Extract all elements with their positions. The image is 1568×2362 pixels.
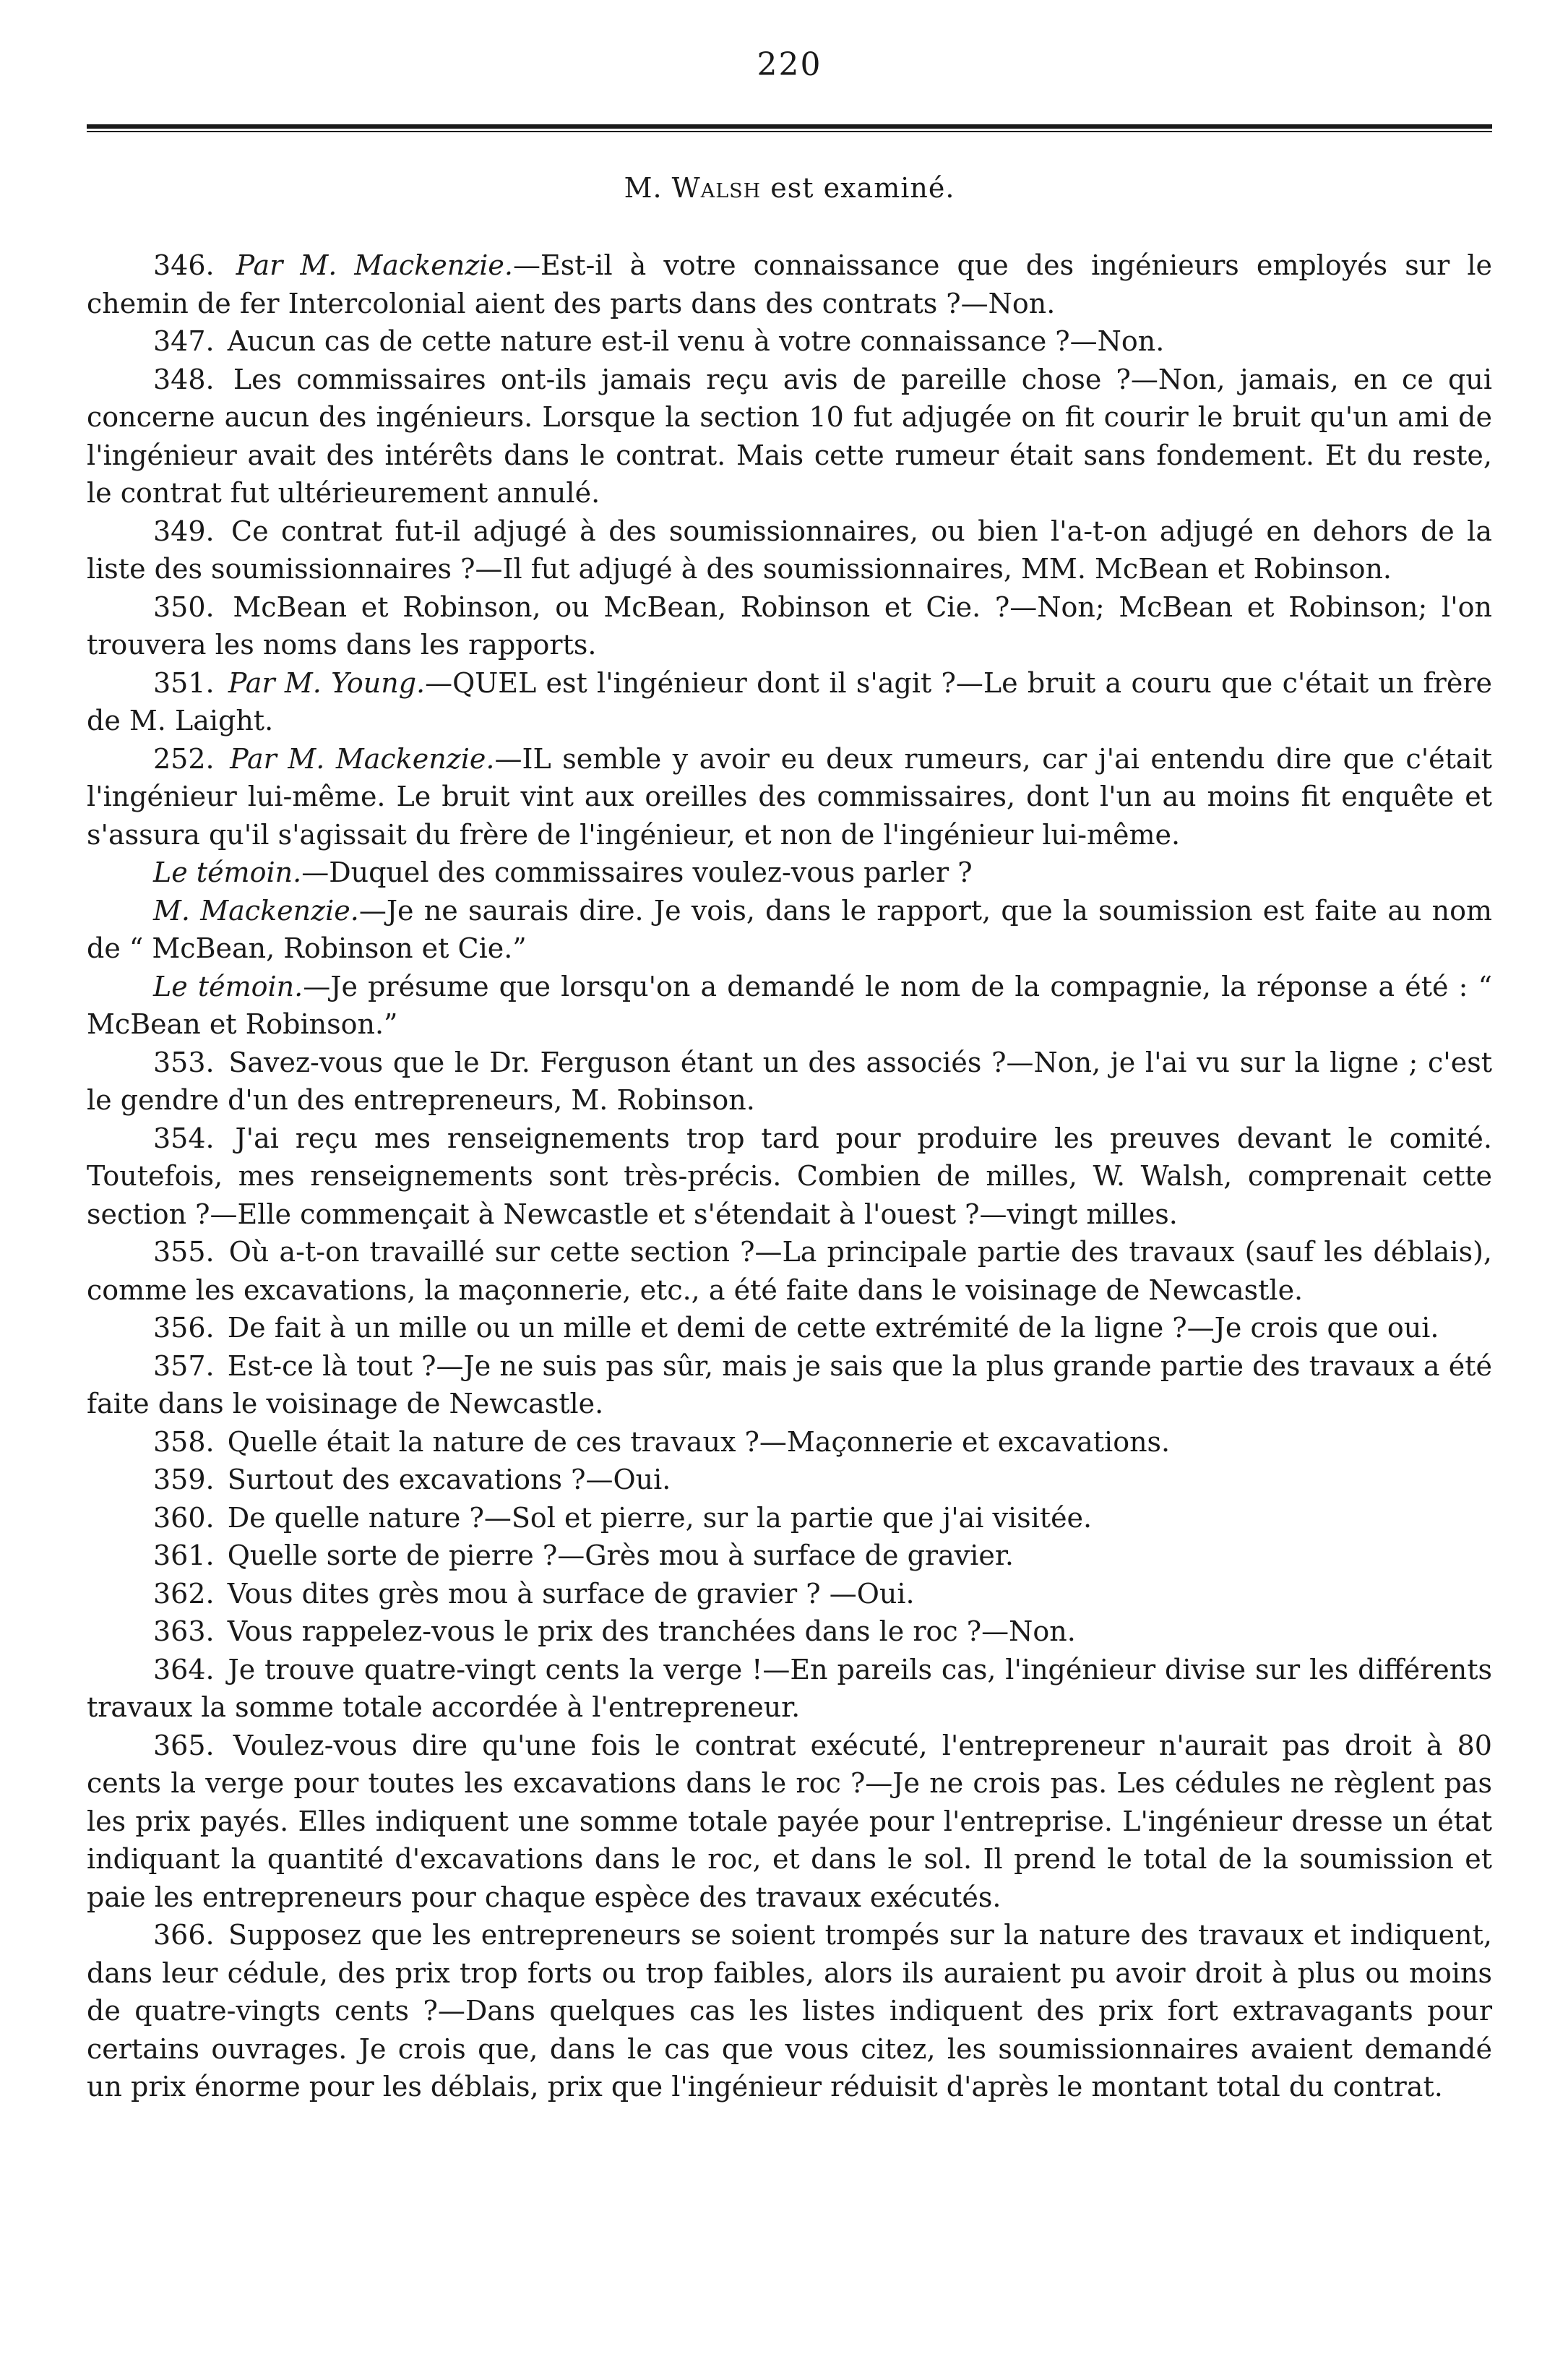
question-number: 349.	[153, 515, 215, 547]
question-paragraph	[87, 1423, 1492, 1461]
question-number: 366.	[153, 1919, 215, 1951]
question-number: 364.	[153, 1653, 215, 1685]
paragraph-text: —Duquel des commissaires voulez-vous parler ?	[301, 856, 973, 888]
question-paragraph	[87, 1347, 1492, 1423]
question-paragraph	[87, 892, 1492, 968]
section-title	[87, 170, 1492, 206]
question-paragraph	[87, 1916, 1492, 2106]
paragraph-text: Vous dites grès mou à surface de gravier ? —Oui.	[227, 1577, 915, 1610]
question-number: 358.	[153, 1425, 215, 1458]
paragraph-text: Ce contrat fut-il adjugé à des soumissionnaires, ou bien l'a-t-on adjugé en dehors de la liste des soumissionnaires ?—Il fut adjugé à des soumissionnaires, MM. McBean et Robinson.	[87, 515, 1492, 585]
question-paragraph	[87, 588, 1492, 664]
question-paragraph	[87, 1044, 1492, 1120]
paragraph-text: Je trouve quatre-vingt cents la verge !—En pareils cas, l'ingénieur divise sur les différents travaux la somme totale accordée à l'entrepreneur.	[87, 1653, 1492, 1723]
paragraph-text: —IL semble y avoir eu deux rumeurs, car j'ai entendu dire que c'était l'ingénieur lui-même. Le bruit vint aux oreilles des commissaires, dont l'un au moins fit enquête et s'assura qu'il s'agissait du frère de l'ingénieur, et non de l'ingénieur lui-même.	[87, 742, 1492, 851]
body-text	[87, 246, 1492, 2106]
paragraph-text: De fait à un mille ou un mille et demi de cette extrémité de la ligne ?—Je crois que oui.	[227, 1312, 1439, 1344]
question-paragraph	[87, 1233, 1492, 1309]
page-number: 220	[757, 46, 822, 83]
question-number: 347.	[153, 325, 215, 357]
section-title-suffix: est examiné.	[770, 172, 955, 204]
paragraph-text: Aucun cas de cette nature est-il venu à votre connaissance ?—Non.	[227, 325, 1165, 357]
section-title-prefix: M.	[624, 172, 663, 204]
question-paragraph	[87, 1651, 1492, 1727]
question-paragraph	[87, 1309, 1492, 1347]
paragraph-text: De quelle nature ?—Sol et pierre, sur la partie que j'ai visitée.	[227, 1501, 1093, 1534]
question-paragraph	[87, 854, 1492, 892]
paragraph-text: J'ai reçu mes renseignements trop tard pour produire les preuves devant le comité. Toutefois, mes renseignements sont très-précis. Combien de milles, W. Walsh, comprenait cette section ?—Elle commençait à Newcastle et s'étendait à l'ouest ?—vingt milles.	[87, 1122, 1492, 1230]
question-paragraph	[87, 1612, 1492, 1651]
paragraph-text: —QUEL est l'ingénieur dont il s'agit ?—Le bruit a couru que c'était un frère de M. Laight.	[87, 666, 1492, 736]
question-paragraph	[87, 968, 1492, 1044]
paragraph-text: —Je ne saurais dire. Je vois, dans le rapport, que la soumission est faite au nom de “ McBean, Robinson et Cie.”	[87, 894, 1492, 964]
question-number: 356.	[153, 1312, 215, 1344]
question-paragraph	[87, 664, 1492, 740]
question-paragraph	[87, 246, 1492, 322]
paragraph-text: Voulez-vous dire qu'une fois le contrat exécuté, l'entrepreneur n'aurait pas droit à 80 cents la verge pour toutes les excavations dans le roc ?—Je ne crois pas. Les cédules ne règlent pas les prix payés. Elles indiquent une somme totale payée pour l'entreprise. L'ingénieur dresse un état indiquant la quantité d'excavations dans le roc, et dans le sol. Il prend le total de la soumission et paie les entrepreneurs pour chaque espèce des travaux exécutés.	[87, 1729, 1492, 1913]
question-number: 359.	[153, 1464, 215, 1495]
question-number: 351.	[153, 666, 215, 699]
speaker-label: Le témoin.	[153, 970, 303, 1002]
question-number: 346.	[153, 249, 215, 281]
document-page	[87, 43, 1492, 2106]
question-number: 252.	[153, 742, 215, 775]
paragraph-text: Surtout des excavations ?—Oui.	[227, 1464, 671, 1495]
question-number: 363.	[153, 1615, 215, 1647]
question-paragraph	[87, 1461, 1492, 1499]
paragraph-text: McBean et Robinson, ou McBean, Robinson et Cie. ?—Non; McBean et Robinson; l'on trouvera les noms dans les rapports.	[87, 590, 1492, 661]
speaker-label: Par M. Mackenzie.	[236, 249, 513, 281]
question-paragraph	[87, 361, 1492, 512]
speaker-label: Par M. Mackenzie.	[230, 742, 495, 775]
question-paragraph	[87, 512, 1492, 588]
question-number: 361.	[153, 1539, 215, 1571]
question-number: 357.	[153, 1349, 215, 1382]
paragraph-text: Est-ce là tout ?—Je ne suis pas sûr, mais je sais que la plus grande partie des travaux a été faite dans le voisinage de Newcastle.	[87, 1349, 1492, 1420]
paragraph-text: Quelle sorte de pierre ?—Grès mou à surface de gravier.	[227, 1539, 1014, 1571]
question-number: 353.	[153, 1046, 215, 1078]
question-paragraph	[87, 1575, 1492, 1613]
paragraph-text: Savez-vous que le Dr. Ferguson étant un des associés ?—Non, je l'ai vu sur la ligne ; c'est le gendre d'un des entrepreneurs, M. Robinson.	[87, 1046, 1492, 1116]
paragraph-text: Quelle était la nature de ces travaux ?—Maçonnerie et excavations.	[227, 1425, 1171, 1458]
speaker-label: Le témoin.	[153, 856, 302, 888]
paragraph-text: —Est-il à votre connaissance que des ingénieurs employés sur le chemin de fer Intercolonial aient des parts dans des contrats ?—Non.	[87, 249, 1492, 319]
paragraph-text: Où a-t-on travaillé sur cette section ?—La principale partie des travaux (sauf les déblais), comme les excavations, la maçonnerie, etc., a été faite dans le voisinage de Newcastle.	[87, 1236, 1492, 1306]
question-number: 362.	[153, 1577, 215, 1610]
section-title-name: Walsh	[671, 172, 762, 204]
question-number: 354.	[153, 1122, 215, 1154]
question-paragraph	[87, 1537, 1492, 1575]
paragraph-text: Supposez que les entrepreneurs se soient trompés sur la nature des travaux et indiquent, dans leur cédule, des prix trop forts ou trop faibles, alors ils auraient pu avoir droit à plus ou moins de quatre-vingts cents ?—Dans quelques cas les listes indiquent des prix fort extravagants pour certains ouvrages. Je crois que, dans le cas que vous citez, les soumissionnaires avaient demandé un prix énorme pour les déblais, prix que l'ingénieur réduisit d'après le montant total du contrat.	[87, 1919, 1492, 2103]
speaker-label: M. Mackenzie.	[153, 894, 359, 927]
question-number: 355.	[153, 1236, 215, 1268]
paragraph-text: —Je présume que lorsqu'on a demandé le nom de la compagnie, la réponse a été : “ McBean et Robinson.”	[87, 970, 1492, 1040]
question-paragraph	[87, 1499, 1492, 1537]
speaker-label: Par M. Young.	[228, 666, 426, 699]
question-number: 365.	[153, 1729, 215, 1761]
paragraph-text: Les commissaires ont-ils jamais reçu avis de pareille chose ?—Non, jamais, en ce qui concerne aucun des ingénieurs. Lorsque la section 10 fut adjugée on fit courir le bruit qu'un ami de l'ingénieur avait des intérêts dans le contrat. Mais cette rumeur était sans fondement. Et du reste, le contrat fut ultérieurement annulé.	[87, 363, 1492, 509]
question-paragraph	[87, 1120, 1492, 1234]
question-paragraph	[87, 740, 1492, 854]
question-number: 360.	[153, 1501, 215, 1534]
question-paragraph	[87, 322, 1492, 361]
question-number: 348.	[153, 363, 215, 395]
header-rule	[87, 124, 1492, 132]
paragraph-text: Vous rappelez-vous le prix des tranchées dans le roc ?—Non.	[227, 1615, 1076, 1647]
question-number: 350.	[153, 590, 215, 623]
question-paragraph	[87, 1727, 1492, 1917]
